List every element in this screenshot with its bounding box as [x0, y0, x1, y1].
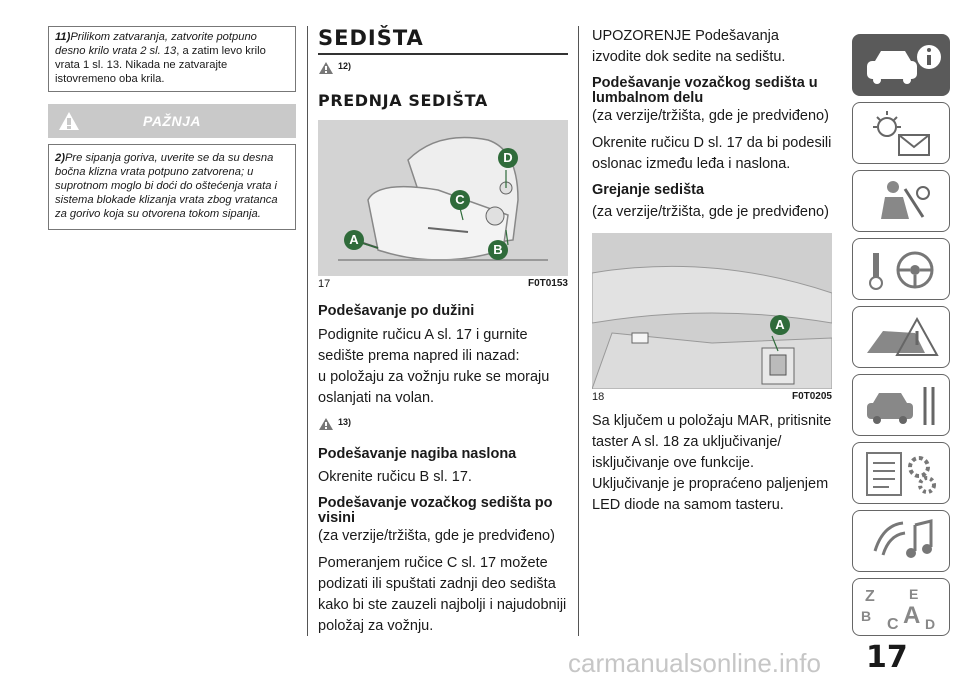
airbag-seatbelt-icon — [853, 171, 951, 233]
svg-text:A: A — [903, 602, 921, 629]
figure-18-caption — [592, 391, 832, 403]
ref-12-row — [318, 61, 568, 77]
label-a: A — [344, 230, 364, 250]
tab-technical-data[interactable] — [852, 442, 950, 504]
figure-17-number: 17 — [318, 278, 331, 290]
warning-banner — [48, 104, 296, 138]
svg-text:E: E — [909, 586, 919, 602]
warning-triangle-icon — [318, 61, 334, 75]
label-a-fig18: A — [770, 315, 790, 335]
para-heating-2: Sa ključem u položaju MAR, pritisnite taster A sl. 18 za uključivanje/ isključivanje ove funkcije. — [592, 413, 832, 471]
note-2-ref: 2) — [55, 152, 65, 164]
warning-title: PAŽNJA — [143, 113, 201, 129]
para-lumbar-1: (za verzije/tržišta, gde je predviđeno) — [592, 108, 829, 124]
accident-triangle-icon — [853, 307, 951, 369]
heated-seat-switch-illustration — [592, 233, 832, 389]
tab-emergency[interactable] — [852, 306, 950, 368]
note-11-italic: Prilikom zatvaranja, zatvorite potpuno desno krilo vrata 2 sl. 13 — [55, 31, 257, 57]
notes-column — [48, 26, 296, 230]
tab-index[interactable] — [852, 578, 950, 636]
heading-length: Podešavanje po dužini — [318, 303, 475, 319]
para-lumbar-2: Okrenite ručicu D sl. 17 da bi podesili oslonac između leđa i naslona. — [592, 135, 832, 172]
page-number: 17 — [866, 640, 908, 675]
warning-lights-mail-icon — [853, 103, 951, 165]
note-11-box — [48, 26, 296, 92]
para-length-2: u položaju za vožnju ruke se moraju oslanjati na volan. — [318, 369, 550, 406]
tab-warning-lights[interactable] — [852, 102, 950, 164]
multimedia-icon — [853, 511, 951, 573]
figure-17-caption — [318, 278, 568, 290]
note-2-text: Pre sipanja goriva, uverite se da su desna bočna klizna vrata potpuno zatvorena; u suprotnom moglo bi doći do oštećenja vrata i sistema blokade klizanja vrata zbog vratanca za gorivo koja su otvorena tokom sipanja. — [55, 152, 278, 220]
para-height-1: (za verzije/tržišta, gde je predviđeno) — [318, 528, 555, 544]
label-c: C — [450, 190, 470, 210]
figure-17-code: F0T0153 — [527, 278, 568, 289]
svg-text:Z: Z — [865, 588, 875, 605]
label-d: D — [498, 148, 518, 168]
technical-data-icon — [853, 443, 951, 505]
tab-starting-driving[interactable] — [852, 238, 950, 300]
tab-car-info[interactable] — [852, 34, 950, 96]
heating-column — [592, 26, 832, 516]
para-heating-1: (za verzije/tržišta, gde je predviđeno) — [592, 204, 829, 220]
para-length-1: Podignite ručicu A sl. 17 i gurnite sedište prema napred ili nazad: — [318, 327, 528, 364]
ref-12: 12) — [338, 61, 352, 71]
para-backrest: Okrenite ručicu B sl. 17. — [318, 469, 472, 485]
watermark: carmanualsonline.info — [568, 648, 821, 678]
para-height-2: Pomeranjem ručice C sl. 17 možete podizati ili spuštati zadnji deo sedišta kako bi ste zauzeli najbolji i najudobniji položaj za vožnju. — [318, 555, 567, 634]
figure-17 — [318, 120, 568, 276]
front-seats-subtitle: PREDNJA SEDIŠTA — [318, 91, 488, 110]
column-divider-2 — [578, 26, 579, 636]
warning-triangle-icon — [318, 417, 334, 431]
seat-illustration — [318, 120, 568, 276]
column-divider-1 — [307, 26, 308, 636]
svg-text:C: C — [887, 616, 899, 633]
tab-safety[interactable] — [852, 170, 950, 232]
figure-18-code: F0T0205 — [791, 391, 832, 402]
heading-height: Podešavanje vozačkog sedišta po visini — [318, 495, 553, 526]
ref-13: 13) — [338, 417, 352, 427]
heading-heating: Grejanje sedišta — [592, 182, 705, 198]
note-11-ref: 11) — [55, 31, 71, 43]
label-b: B — [488, 240, 508, 260]
figure-18-number: 18 — [592, 391, 605, 403]
index-letters-icon — [853, 579, 951, 637]
para-heating-3: Uključivanje je propraćeno paljenjem LED diode na samom tasteru. — [592, 476, 829, 513]
section-title: SEDIŠTA — [318, 26, 424, 50]
ref-13-row — [318, 417, 568, 433]
tab-maintenance[interactable] — [852, 374, 950, 436]
svg-text:D: D — [925, 616, 936, 632]
tab-multimedia[interactable] — [852, 510, 950, 572]
heading-backrest: Podešavanje nagiba naslona — [318, 446, 517, 462]
figure-18 — [592, 233, 832, 389]
heading-lumbar: Podešavanje vozačkog sedišta u lumbalnom delu — [592, 75, 818, 106]
note-11-text: , a zatim levo krilo vrata 1 sl. 13. Nikada ne zatvarajte istovremeno oba krila. — [55, 45, 266, 85]
seats-column — [318, 26, 568, 637]
para-warning: UPOZORENJE Podešavanja izvodite dok sedite na sedištu. — [592, 28, 786, 65]
title-underline — [318, 53, 568, 55]
car-maintenance-icon — [853, 375, 951, 437]
note-2-box — [48, 144, 296, 230]
key-steering-wheel-icon — [853, 239, 951, 301]
svg-text:B: B — [861, 608, 872, 624]
car-info-icon — [853, 35, 951, 97]
